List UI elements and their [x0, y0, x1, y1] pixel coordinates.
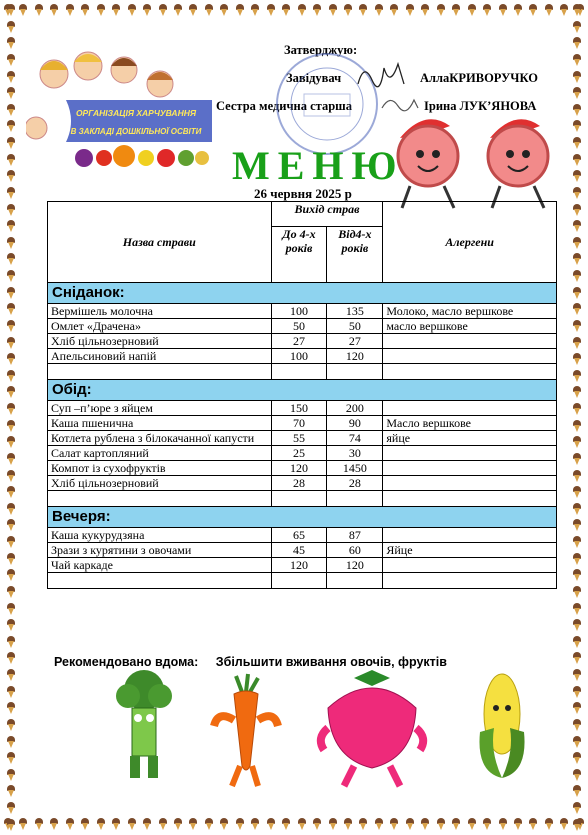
table-row	[48, 334, 557, 349]
right-border	[570, 0, 584, 835]
border-cone-icon	[19, 818, 27, 830]
border-cone-icon	[529, 4, 537, 16]
empty-cell	[271, 364, 327, 380]
dish-name: Чай каркаде	[48, 558, 272, 573]
dish-name: Котлета рублена з білокачанної капусти	[48, 431, 272, 446]
border-cone-icon	[573, 470, 581, 482]
border-cone-icon	[7, 519, 15, 531]
border-cone-icon	[267, 818, 275, 830]
corn-icon	[470, 662, 530, 782]
border-cone-icon	[7, 104, 15, 116]
left-border	[4, 0, 18, 835]
portion-under-4: 25	[271, 446, 327, 461]
table-row	[48, 401, 557, 416]
border-cone-icon	[452, 4, 460, 16]
empty-cell	[327, 491, 383, 507]
recommendation-text: Збільшити вживання овочів, фруктів	[215, 655, 447, 669]
border-cone-icon	[7, 453, 15, 465]
portion-over-4: 87	[327, 528, 383, 543]
border-cone-icon	[573, 636, 581, 648]
border-cone-icon	[143, 818, 151, 830]
border-cone-icon	[50, 818, 58, 830]
recommendation-label: Рекомендовано вдома:	[54, 655, 199, 669]
border-cone-icon	[329, 818, 337, 830]
border-cone-icon	[189, 4, 197, 16]
portion-under-4: 55	[271, 431, 327, 446]
border-cone-icon	[573, 553, 581, 565]
border-cone-icon	[573, 287, 581, 299]
border-cone-icon	[573, 370, 581, 382]
border-cone-icon	[7, 71, 15, 83]
border-cone-icon	[7, 187, 15, 199]
allergen: масло вершкове	[383, 319, 557, 334]
allergen	[383, 461, 557, 476]
carrot-icon	[206, 670, 286, 790]
border-cone-icon	[174, 4, 182, 16]
border-cone-icon	[267, 4, 275, 16]
border-cone-icon	[236, 4, 244, 16]
empty-cell	[48, 491, 272, 507]
border-cone-icon	[128, 818, 136, 830]
empty-row	[48, 491, 557, 507]
border-cone-icon	[35, 818, 43, 830]
border-cone-icon	[7, 403, 15, 415]
portion-over-4: 90	[327, 416, 383, 431]
border-cone-icon	[7, 120, 15, 132]
border-cone-icon	[573, 669, 581, 681]
strawberry-icon	[314, 668, 430, 788]
table-row	[48, 476, 557, 491]
border-cone-icon	[7, 486, 15, 498]
dish-name: Компот із сухофруктів	[48, 461, 272, 476]
approve-label: Затверджую:	[284, 43, 358, 57]
bottom-border	[0, 818, 588, 832]
border-cone-icon	[66, 818, 74, 830]
allergen	[383, 334, 557, 349]
section-row	[48, 283, 557, 304]
allergen: Молоко, масло вершкове	[383, 304, 557, 319]
border-cone-icon	[573, 752, 581, 764]
border-cone-icon	[483, 4, 491, 16]
portion-over-4: 135	[327, 304, 383, 319]
border-cone-icon	[251, 818, 259, 830]
empty-cell	[383, 364, 557, 380]
border-cone-icon	[390, 4, 398, 16]
border-cone-icon	[7, 337, 15, 349]
logo-line1: ОРГАНІЗАЦІЯ ХАРЧУВАННЯ	[75, 108, 197, 118]
border-cone-icon	[7, 320, 15, 332]
border-cone-icon	[19, 4, 27, 16]
border-cone-icon	[7, 752, 15, 764]
border-cone-icon	[7, 253, 15, 265]
allergen: Яйце	[383, 543, 557, 558]
nurse-name: Ірина ЛУК’ЯНОВА	[424, 99, 537, 113]
portion-under-4: 100	[271, 349, 327, 364]
table-row	[48, 543, 557, 558]
border-cone-icon	[7, 636, 15, 648]
border-cone-icon	[573, 320, 581, 332]
border-cone-icon	[7, 470, 15, 482]
border-cone-icon	[573, 386, 581, 398]
border-cone-icon	[573, 652, 581, 664]
border-cone-icon	[7, 785, 15, 797]
border-cone-icon	[344, 4, 352, 16]
broccoli-icon	[108, 668, 180, 784]
border-cone-icon	[128, 4, 136, 16]
border-cone-icon	[573, 702, 581, 714]
border-cone-icon	[573, 54, 581, 66]
allergen	[383, 401, 557, 416]
border-cone-icon	[468, 818, 476, 830]
section-row	[48, 507, 557, 528]
allergen: яйце	[383, 431, 557, 446]
border-cone-icon	[573, 37, 581, 49]
border-cone-icon	[7, 237, 15, 249]
border-cone-icon	[573, 270, 581, 282]
border-cone-icon	[81, 4, 89, 16]
empty-cell	[327, 364, 383, 380]
section-row	[48, 380, 557, 401]
portion-over-4: 120	[327, 558, 383, 573]
border-cone-icon	[7, 4, 15, 16]
allergen	[383, 558, 557, 573]
border-cone-icon	[7, 669, 15, 681]
border-cone-icon	[7, 170, 15, 182]
portion-under-4: 120	[271, 558, 327, 573]
border-cone-icon	[220, 818, 228, 830]
border-cone-icon	[7, 87, 15, 99]
portion-under-4: 70	[271, 416, 327, 431]
table-row	[48, 431, 557, 446]
border-cone-icon	[573, 337, 581, 349]
menu-date: 26 червня 2025 р	[254, 186, 352, 201]
border-cone-icon	[421, 4, 429, 16]
border-cone-icon	[573, 819, 581, 831]
table-row	[48, 446, 557, 461]
border-cone-icon	[573, 686, 581, 698]
border-cone-icon	[159, 4, 167, 16]
border-cone-icon	[298, 818, 306, 830]
border-cone-icon	[298, 4, 306, 16]
border-cone-icon	[514, 4, 522, 16]
dish-name: Салат картопляний	[48, 446, 272, 461]
border-cone-icon	[573, 486, 581, 498]
border-cone-icon	[329, 4, 337, 16]
border-cone-icon	[573, 154, 581, 166]
empty-cell	[327, 573, 383, 589]
catering-logo	[26, 46, 214, 172]
empty-cell	[383, 573, 557, 589]
portion-under-4: 45	[271, 543, 327, 558]
empty-row	[48, 364, 557, 380]
portion-under-4: 27	[271, 334, 327, 349]
nurse-title: Сестра медична старша	[216, 99, 352, 113]
allergen: Масло вершкове	[383, 416, 557, 431]
border-cone-icon	[573, 170, 581, 182]
border-cone-icon	[7, 819, 15, 831]
border-cone-icon	[251, 4, 259, 16]
section-title: Сніданок:	[48, 283, 557, 304]
border-cone-icon	[7, 370, 15, 382]
border-cone-icon	[468, 4, 476, 16]
border-cone-icon	[7, 686, 15, 698]
border-cone-icon	[573, 736, 581, 748]
border-cone-icon	[7, 420, 15, 432]
header-dish-name: Назва страви	[48, 202, 272, 283]
border-cone-icon	[573, 120, 581, 132]
border-cone-icon	[7, 353, 15, 365]
border-cone-icon	[573, 603, 581, 615]
border-cone-icon	[205, 818, 213, 830]
dish-name: Зрази з курятини з овочами	[48, 543, 272, 558]
border-cone-icon	[573, 619, 581, 631]
border-cone-icon	[112, 4, 120, 16]
border-cone-icon	[573, 237, 581, 249]
border-cone-icon	[421, 818, 429, 830]
header-output: Вихід страв	[271, 202, 383, 227]
border-cone-icon	[143, 4, 151, 16]
border-cone-icon	[514, 818, 522, 830]
allergen	[383, 349, 557, 364]
border-cone-icon	[205, 4, 213, 16]
border-cone-icon	[7, 21, 15, 33]
border-cone-icon	[7, 619, 15, 631]
border-cone-icon	[7, 569, 15, 581]
empty-cell	[48, 573, 272, 589]
border-cone-icon	[437, 818, 445, 830]
border-cone-icon	[499, 4, 507, 16]
table-row	[48, 349, 557, 364]
head-title: Завідувач	[286, 71, 342, 85]
border-cone-icon	[573, 104, 581, 116]
allergen	[383, 476, 557, 491]
portion-over-4: 74	[327, 431, 383, 446]
header-under-4: До 4-х років	[271, 227, 327, 283]
border-cone-icon	[573, 187, 581, 199]
empty-cell	[271, 491, 327, 507]
border-cone-icon	[375, 818, 383, 830]
border-cone-icon	[189, 818, 197, 830]
border-cone-icon	[7, 702, 15, 714]
head-name: АллаКРИВОРУЧКО	[420, 71, 538, 85]
border-cone-icon	[282, 4, 290, 16]
border-cone-icon	[573, 253, 581, 265]
border-cone-icon	[7, 37, 15, 49]
allergen	[383, 446, 557, 461]
border-cone-icon	[573, 802, 581, 814]
border-cone-icon	[7, 769, 15, 781]
border-cone-icon	[7, 503, 15, 515]
dish-name: Апельсиновий напій	[48, 349, 272, 364]
border-cone-icon	[573, 785, 581, 797]
border-cone-icon	[112, 818, 120, 830]
portion-over-4: 50	[327, 319, 383, 334]
border-cone-icon	[573, 420, 581, 432]
border-cone-icon	[220, 4, 228, 16]
menu-body	[48, 283, 557, 589]
header-allergens: Алергени	[383, 202, 557, 283]
border-cone-icon	[313, 4, 321, 16]
border-cone-icon	[7, 536, 15, 548]
table-row	[48, 319, 557, 334]
empty-row	[48, 573, 557, 589]
dish-name: Каша кукурудзяна	[48, 528, 272, 543]
border-cone-icon	[7, 154, 15, 166]
border-cone-icon	[97, 4, 105, 16]
border-cone-icon	[7, 719, 15, 731]
border-cone-icon	[406, 4, 414, 16]
empty-cell	[383, 491, 557, 507]
border-cone-icon	[359, 4, 367, 16]
border-cone-icon	[573, 137, 581, 149]
portion-under-4: 50	[271, 319, 327, 334]
border-cone-icon	[573, 586, 581, 598]
border-cone-icon	[282, 818, 290, 830]
portion-over-4: 60	[327, 543, 383, 558]
empty-cell	[271, 573, 327, 589]
border-cone-icon	[529, 818, 537, 830]
border-cone-icon	[573, 71, 581, 83]
allergen	[383, 528, 557, 543]
border-cone-icon	[573, 303, 581, 315]
border-cone-icon	[7, 436, 15, 448]
header-over-4: Від4-х років	[327, 227, 383, 283]
portion-over-4: 1450	[327, 461, 383, 476]
head-signature	[354, 58, 410, 90]
border-cone-icon	[573, 536, 581, 548]
border-cone-icon	[483, 818, 491, 830]
border-cone-icon	[573, 87, 581, 99]
border-cone-icon	[7, 270, 15, 282]
border-cone-icon	[375, 4, 383, 16]
border-cone-icon	[573, 21, 581, 33]
portion-over-4: 200	[327, 401, 383, 416]
border-cone-icon	[313, 818, 321, 830]
border-cone-icon	[7, 220, 15, 232]
border-cone-icon	[7, 802, 15, 814]
border-cone-icon	[7, 386, 15, 398]
portion-under-4: 65	[271, 528, 327, 543]
border-cone-icon	[499, 818, 507, 830]
border-cone-icon	[50, 4, 58, 16]
border-cone-icon	[359, 818, 367, 830]
border-cone-icon	[81, 818, 89, 830]
dish-name: Вермішель молочна	[48, 304, 272, 319]
border-cone-icon	[573, 719, 581, 731]
table-row	[48, 416, 557, 431]
border-cone-icon	[573, 4, 581, 16]
border-cone-icon	[545, 818, 553, 830]
table-row	[48, 528, 557, 543]
border-cone-icon	[174, 818, 182, 830]
border-cone-icon	[66, 4, 74, 16]
border-cone-icon	[573, 503, 581, 515]
border-cone-icon	[236, 818, 244, 830]
portion-over-4: 30	[327, 446, 383, 461]
dish-name: Хліб цільнозерновий	[48, 334, 272, 349]
border-cone-icon	[573, 353, 581, 365]
border-cone-icon	[7, 204, 15, 216]
portion-over-4: 120	[327, 349, 383, 364]
border-cone-icon	[7, 303, 15, 315]
border-cone-icon	[573, 769, 581, 781]
dish-name: Каша пшенична	[48, 416, 272, 431]
border-cone-icon	[7, 736, 15, 748]
border-cone-icon	[573, 403, 581, 415]
portion-under-4: 150	[271, 401, 327, 416]
table-row	[48, 558, 557, 573]
border-cone-icon	[344, 818, 352, 830]
dish-name: Омлет «Драчена»	[48, 319, 272, 334]
border-cone-icon	[437, 4, 445, 16]
border-cone-icon	[7, 586, 15, 598]
border-cone-icon	[159, 818, 167, 830]
portion-under-4: 28	[271, 476, 327, 491]
border-cone-icon	[97, 818, 105, 830]
page-title: МЕНЮ	[232, 143, 405, 188]
table-row	[48, 461, 557, 476]
portion-over-4: 27	[327, 334, 383, 349]
border-cone-icon	[7, 652, 15, 664]
menu-table	[47, 201, 557, 589]
border-cone-icon	[7, 54, 15, 66]
border-cone-icon	[573, 519, 581, 531]
table-row	[48, 304, 557, 319]
border-cone-icon	[452, 818, 460, 830]
recommendation	[54, 655, 447, 669]
top-border	[0, 4, 588, 18]
border-cone-icon	[35, 4, 43, 16]
border-cone-icon	[560, 818, 568, 830]
portion-over-4: 28	[327, 476, 383, 491]
empty-cell	[48, 364, 272, 380]
border-cone-icon	[560, 4, 568, 16]
border-cone-icon	[390, 818, 398, 830]
border-cone-icon	[7, 603, 15, 615]
border-cone-icon	[7, 137, 15, 149]
portion-under-4: 100	[271, 304, 327, 319]
border-cone-icon	[573, 220, 581, 232]
border-cone-icon	[573, 436, 581, 448]
section-title: Обід:	[48, 380, 557, 401]
portion-under-4: 120	[271, 461, 327, 476]
border-cone-icon	[7, 553, 15, 565]
border-cone-icon	[573, 569, 581, 581]
logo-line2: В ЗАКЛАДІ ДОШКІЛЬНОЇ ОСВІТИ	[70, 127, 202, 136]
border-cone-icon	[406, 818, 414, 830]
border-cone-icon	[545, 4, 553, 16]
dish-name: Хліб цільнозерновий	[48, 476, 272, 491]
border-cone-icon	[7, 287, 15, 299]
section-title: Вечеря:	[48, 507, 557, 528]
dish-name: Суп –п’юре з яйцем	[48, 401, 272, 416]
border-cone-icon	[573, 453, 581, 465]
border-cone-icon	[573, 204, 581, 216]
